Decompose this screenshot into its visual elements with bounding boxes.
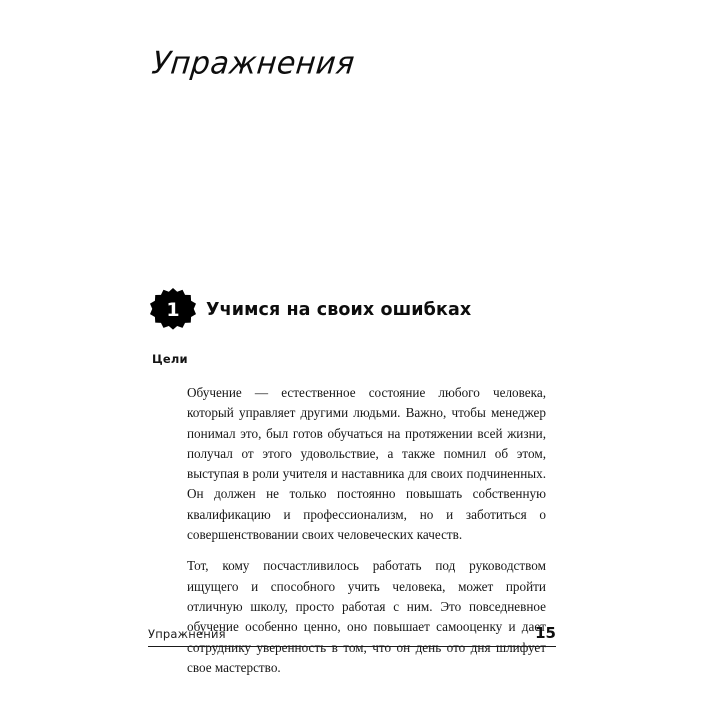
- chapter-number: 1: [166, 299, 180, 321]
- sub-heading-goals: Цели: [152, 352, 188, 366]
- chapter-heading: [150, 287, 471, 335]
- body-paragraph: Тот, кому посчастливилось работать под руководством ищущего и способного учить человека, может пройти отличную школу, просто работая с ним. Это повседневное обучение особенно ценно, оно повышает самооценку и дает сотруднику уверенность в том, что он день ото дня шлифует свое мастерство.: [187, 558, 546, 675]
- page-number: 15: [535, 624, 556, 642]
- body-paragraph: Обучение — естественное состояние любого человека, который управляет другими людьми. Важно, чтобы менеджер понимал это, был готов обучаться на протяжении всей жизни, получал от этого удовольствие, а также помнил об этом, выступая в роли учителя и наставника для своих подчиненных. Он должен не только постоянно повышать собственную квалификацию и профессионализм, но и заботиться о совершенствовании своих человеческих качеств.: [187, 385, 546, 543]
- footer-section-label: Упражнения: [148, 627, 226, 641]
- chapter-title: Учимся на своих ошибках: [206, 300, 472, 321]
- section-title: Упражнения: [150, 45, 357, 82]
- starburst-icon: [150, 288, 196, 334]
- page-footer: [148, 626, 556, 647]
